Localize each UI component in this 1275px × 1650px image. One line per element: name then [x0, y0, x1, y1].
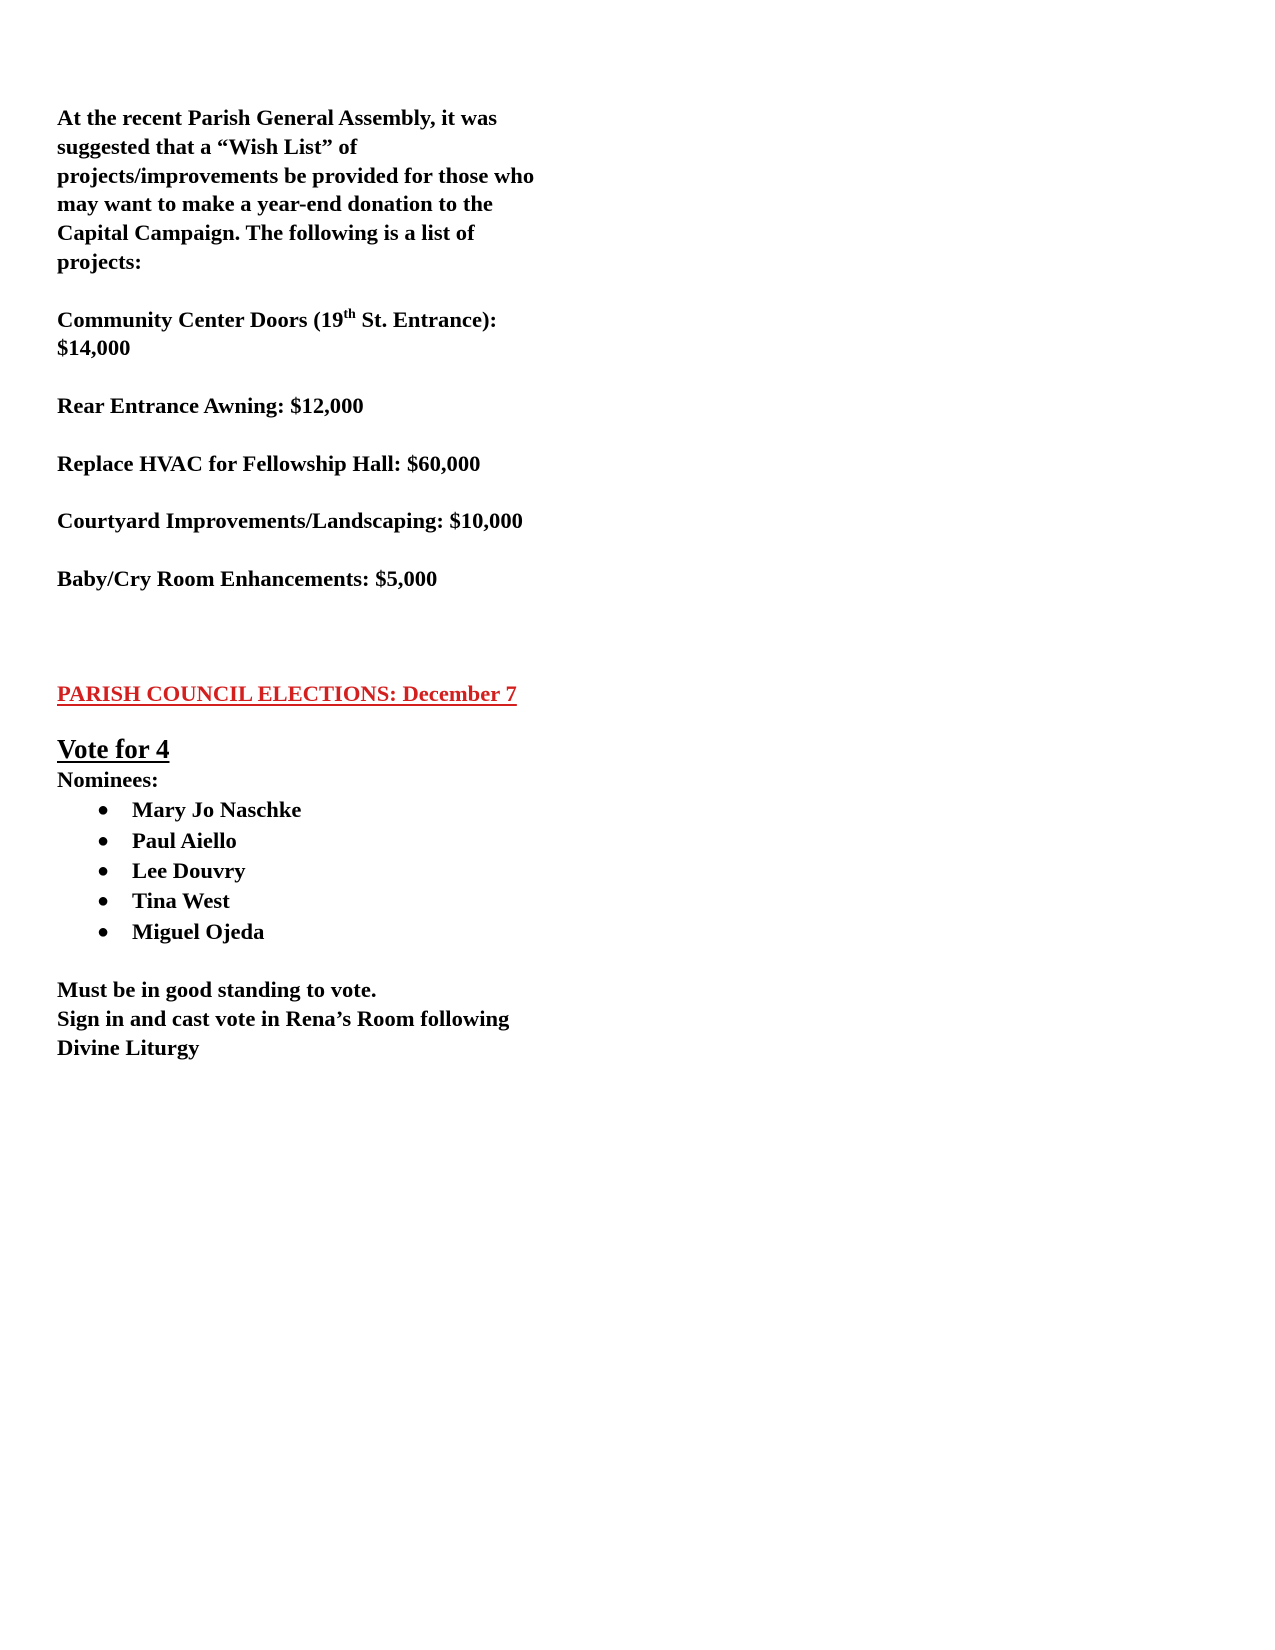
- voting-note-line: Divine Liturgy: [57, 1034, 200, 1060]
- intro-line: projects/improvements be provided for those who: [57, 162, 535, 188]
- document-page: [57, 104, 617, 1062]
- bullet-icon: ●: [97, 799, 110, 822]
- bullet-icon: ●: [97, 829, 110, 852]
- project-rear-awning: Rear Entrance Awning: $12,000: [57, 392, 364, 418]
- intro-line: Capital Campaign. The following is a list of: [57, 220, 475, 246]
- project-community-doors: [57, 306, 617, 364]
- bullet-icon: ●: [97, 859, 110, 882]
- vote-heading: Vote for 4: [57, 734, 170, 765]
- bullet-icon: ●: [97, 890, 110, 913]
- nominee-item: ● Tina West: [57, 886, 617, 916]
- voting-note-line: Sign in and cast vote in Rena’s Room following: [57, 1005, 510, 1031]
- project-community-doors-amount: $14,000: [57, 335, 131, 361]
- project-courtyard: Courtyard Improvements/Landscaping: $10,000: [57, 508, 523, 534]
- intro-paragraph: [57, 104, 617, 277]
- nominee-item: ● Lee Douvry: [57, 856, 617, 886]
- nominees-label: Nominees:: [57, 767, 159, 793]
- project-community-doors-label: Community Center Doors (19th St. Entrance):: [57, 306, 498, 332]
- bullet-icon: ●: [97, 920, 110, 943]
- voting-note: [57, 976, 617, 1062]
- project-hvac: Replace HVAC for Fellowship Hall: $60,000: [57, 450, 481, 476]
- project-baby-room: Baby/Cry Room Enhancements: $5,000: [57, 565, 438, 591]
- intro-line: suggested that a “Wish List” of: [57, 133, 358, 159]
- voting-note-line: Must be in good standing to vote.: [57, 976, 377, 1002]
- nominee-item: ● Paul Aiello: [57, 826, 617, 856]
- intro-line: projects:: [57, 248, 142, 274]
- intro-line: At the recent Parish General Assembly, it was: [57, 105, 498, 130]
- intro-line: may want to make a year-end donation to the: [57, 191, 493, 217]
- nominee-item: ● Miguel Ojeda: [57, 917, 617, 947]
- elections-heading: PARISH COUNCIL ELECTIONS: December 7: [57, 680, 517, 706]
- nominee-item: ● Mary Jo Naschke: [57, 795, 617, 825]
- nominees-list: [57, 795, 617, 947]
